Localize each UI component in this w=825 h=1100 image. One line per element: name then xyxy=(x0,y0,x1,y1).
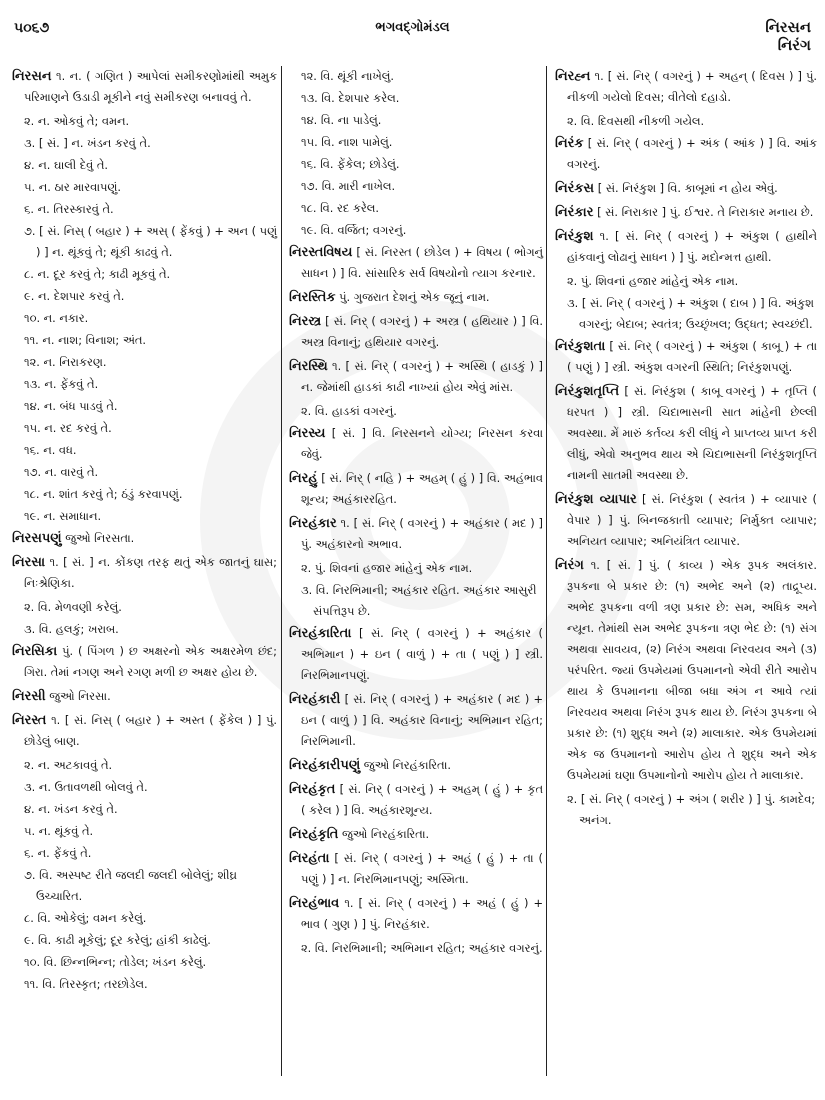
definition-text: [ સં. ] વિ. નિરસનને યોગ્ય; નિરસન કરવા જેવું. xyxy=(301,426,543,461)
dictionary-entry xyxy=(12,641,277,683)
dictionary-entry xyxy=(555,336,817,378)
sense-item: ૧૨. વિ. થૂંકી નાખેલું. xyxy=(301,69,394,83)
sense-item: ૧૯. વિ. વર્જિત; વગરનું. xyxy=(301,223,407,237)
sense-item: ૧૮. વિ. રદ કરેલ. xyxy=(301,201,380,215)
headword: નિરહું xyxy=(289,471,318,486)
page-number: ૫૦૬૭ xyxy=(14,20,50,36)
headword: નિરહંકારી xyxy=(289,692,341,707)
dictionary-entry xyxy=(289,689,543,752)
dictionary-entry xyxy=(289,755,543,776)
sense-item: ૧૧. વિ. તિરસ્કૃત; તરછોડેલ. xyxy=(24,977,148,991)
definition-text: [ સં. નિર્ ( નહિ ) + અહમ્ ( હું ) ] વિ. અહંભાવ શૂન્ય; અહંકારરહિત. xyxy=(301,471,543,506)
headword: નિરહંકૃતિ xyxy=(289,827,339,842)
headword: નિરંકુશતા xyxy=(555,339,606,354)
definition-text: ૧. ન. ( ગણિત ) આપેલાં સમીકરણોમાંથી અમુક પરિમાણને ઉડાડી મૂકીને નવું સમીકરણ બનાવવું તે. xyxy=(24,69,277,104)
definition-text: ૧. [ સં. ] ન. કોંકણ તરફ થતું એક જાતનું ઘાસ; નિઃશ્રેણિકા. xyxy=(24,555,278,590)
column-2 xyxy=(289,66,543,1096)
dictionary-entry xyxy=(555,133,817,175)
definition-text: જુઓ નિરસતા. xyxy=(65,531,135,545)
headword: નિરસિકા xyxy=(12,644,58,659)
sense-item: ૧૩. વિ. દેશપાર કરેલ. xyxy=(301,91,400,105)
definition-text: [ સં. નિર્ ( વગરનું ) + અહંકાર ( અભિમાન ) + ઇન ( વાળું ) + તા ( પણું ) ] સ્ત્રી. નિરભિમાનપણું. xyxy=(301,626,543,682)
definition-text: [ સં. નિરંકુશ ( કાબૂ વગરનું ) + તૃપ્તિ ( ધરપત ) ] સ્ત્રી. ચિદાભાસની સાત માંહેની છેલ્લી અવસ્થા. મેં મારું કર્તવ્ય કરી લીધું ને પ્રાપ્તવ્ય પ્રાપ્ત કરી લીધું, એવો અનુભવ થાય એ ચિદાભાસની નિરંકુશતૃપ્તિ નામની સાતમી અવસ્થા છે. xyxy=(567,384,817,482)
guide-words xyxy=(765,18,811,54)
sense-item: ૭. વિ. અસ્પષ્ટ રીતે જલદી જલદી બોલેલું; શીઘ્ર ઉચ્ચારિત. xyxy=(24,868,237,903)
definition-text: ૧. [ સં. ] પું. ( કાવ્ય ) એક રૂપક અલંકાર. રૂપકના બે પ્રકાર છે: (૧) અભેદ અને (૨) તાદ્રૂપ્ય. અભેદ રૂપકના વળી ત્રણ પ્રકાર છે: સમ, અધિક અને ન્યૂન. તેમાંથી સમ અભેદ રૂપકના ત્રણ ભેદ છે: (૧) સંગ અથવા સાવયવ, (૨) નિરંગ અથવા નિરવયવ અને (૩) પરંપરિત. જ્યાં ઉપમેયમાં ઉપમાનનો એવી રીતે આરોપ થાય કે ઉપમાનના બીજા બધા અંગ ન આવે ત્યાં નિરવયવ અથવા નિરંગ રૂપક થાય છે. નિરંગ રૂપકના બે પ્રકાર છે: (૧) શુદ્ધ અને (૨) માલાકાર. એક ઉપમેયમાં એક જ ઉપમાનનો આરોપ હોય તે શુદ્ધ અને એક ઉપમેયમાં ઘણા ઉપમાનોનો આરોપ હોય તે માલાકાર. xyxy=(567,558,817,782)
sense-item: ૧૯. ન. સમાધાન. xyxy=(24,509,102,523)
sense-item: ૪. ન. ઘાલી દેવું તે. xyxy=(24,158,109,172)
sense-item: ૨. પું. શિવનાં હજાર માંહેનું એક નામ. xyxy=(301,561,473,575)
definition-text: પું. ( પિંગળ ) છ અક્ષરનો એક અક્ષરમેળ છંદ; ગિરા. તેમાં નગણ અને રગણ મળી છ અક્ષર હોય છે. xyxy=(24,644,277,679)
dictionary-entry xyxy=(289,242,543,284)
dictionary-entry xyxy=(12,528,277,549)
sense-item: ૩. વિ. હલકું; ખરાબ. xyxy=(24,622,119,636)
headword: નિરસ્ત્ર xyxy=(289,314,322,329)
definition-text: જુઓ નિરહંકારિતા. xyxy=(341,827,430,841)
headword: નિરહંકારીપણું xyxy=(289,758,361,773)
dictionary-entry xyxy=(12,66,277,108)
headword: નિરંકાર xyxy=(555,205,594,220)
sense-item: ૧૫. વિ. નાશ પામેલું. xyxy=(301,135,393,149)
headword: નિરહંકારિતા xyxy=(289,626,352,641)
definition-text: [ સં. નિરંકુશ ] વિ. કાબૂમાં ન હોય એવું. xyxy=(597,181,778,195)
headword: નિરસ્તિક xyxy=(289,290,336,305)
sense-item: ૫. ન. ઠાર મારવાપણું. xyxy=(24,180,121,194)
sense-item: ૮. વિ. ઓકેલું; વમન કરેલું. xyxy=(24,911,147,925)
page-header xyxy=(0,14,825,64)
headword: નિરહંતા xyxy=(289,851,330,866)
dictionary-entry xyxy=(289,893,543,935)
headword: નિરંકુશ xyxy=(555,229,594,244)
guide-word-last: નિરંગ xyxy=(777,36,811,54)
headword: નિરંકસ xyxy=(555,181,595,196)
sense-item: ૩. ન. ઉતાવળથી બોલવું તે. xyxy=(24,780,148,794)
sense-item: ૯. વિ. કાઢી મૂકેલું; દૂર કરેલું; હાંકી કાઢેલું. xyxy=(24,933,211,947)
sense-item: ૧૬. ન. વધ. xyxy=(24,443,77,457)
definition-text: જુઓ નિરહંકારિતા. xyxy=(363,758,451,772)
dictionary-entry xyxy=(12,710,277,752)
sense-item: ૨. વિ. દિવસથી નીકળી ગયેલ. xyxy=(567,114,705,128)
sense-item: ૧૧. ન. નાશ; વિનાશ; અંત. xyxy=(24,333,147,347)
dictionary-entry xyxy=(289,356,543,398)
dictionary-entry xyxy=(289,468,543,510)
definition-text: ૧. [ સં. નિર્ ( વગરનું ) + અહંકાર ( મદ ) ] પું. અહંકારનો અભાવ. xyxy=(301,516,543,551)
dictionary-entry xyxy=(555,202,817,223)
sense-item: ૨. ન. અટકાવવું તે. xyxy=(24,758,113,772)
definition-text: [ સં. નિર્ ( વગરનું ) + અંકુશ ( કાબૂ ) + તા ( પણું ) ] સ્ત્રી. અંકુશ વગરની સ્થિતિ; નિરંકુશપણું. xyxy=(567,339,817,374)
headword: નિરહંકાર xyxy=(289,516,337,531)
sense-item: ૧૦. ન. નકાર. xyxy=(24,311,89,325)
sense-item: ૩. વિ. નિરભિમાની; અહંકાર રહિત. અહંકાર આસુરી સંપત્તિરૂપ છે. xyxy=(301,583,537,618)
sense-item: ૧૮. ન. શાંત કરવું તે; ઠંડું કરવાપણું. xyxy=(24,487,183,501)
sense-item: ૧૨. ન. નિરાકરણ. xyxy=(24,355,107,369)
dictionary-entry xyxy=(555,381,817,486)
definition-text: પું. ગુજરાત દેશનું એક જૂનું નામ. xyxy=(339,290,490,304)
column-1 xyxy=(12,66,277,1096)
sense-item: ૩. [ સં. ] ન. ખંડન કરવું તે. xyxy=(24,136,151,150)
sense-item: ૨. [ સં. નિર્ ( વગરનું ) + અંગ ( શરીર ) ] પું. કામદેવ; અનંગ. xyxy=(567,792,816,827)
dictionary-entry xyxy=(289,824,543,845)
dictionary-entry xyxy=(289,623,543,686)
sense-item: ૯. ન. દેશપાર કરવું તે. xyxy=(24,289,125,303)
headword: નિરસ્તવિષય xyxy=(289,245,353,260)
definition-text: [ સં. નિરાકાર ] પું. ઈશ્વર. તે નિરાકાર મનાય છે. xyxy=(597,205,814,219)
sense-item: ૫. ન. થૂંકવું તે. xyxy=(24,824,94,838)
dictionary-entry xyxy=(555,489,817,552)
sense-item: ૧૬. વિ. ફેંકેલ; છોડેલું. xyxy=(301,157,400,171)
definition-text: [ સં. નિર્ ( વગરનું ) + અહમ્ ( હું ) + કૃત ( કરેલ ) ] વિ. અહંકારશૂન્ય. xyxy=(301,782,543,817)
sense-item: ૧૪. ન. બંધ પાડવું તે. xyxy=(24,399,118,413)
dictionary-entry xyxy=(289,287,543,308)
sense-item: ૮. ન. દૂર કરવું તે; કાઢી મૂકવું તે. xyxy=(24,267,171,281)
dictionary-entry xyxy=(12,552,277,594)
headword: નિરહ્ન xyxy=(555,69,591,84)
sense-item: ૨. વિ. મેળવણી કરેલું. xyxy=(24,600,122,614)
definition-text: ૧. [ સં. નિર્ ( વગરનું ) + અહન્ ( દિવસ ) ] પું. નીકળી ગયેલો દિવસ; વીતેલો દહાડો. xyxy=(567,69,817,104)
definition-text: [ સં. નિરસ્ત ( છોડેલ ) + વિષય ( ભોગનું સાધન ) ] વિ. સાંસારિક સર્વ વિષયોનો ત્યાગ કરનાર. xyxy=(301,245,543,280)
sense-item: ૧૭. વિ. મારી નાખેલ. xyxy=(301,179,396,193)
headword: નિરસપણું xyxy=(12,531,62,546)
dictionary-entry xyxy=(289,779,543,821)
dictionary-entry xyxy=(12,686,277,707)
headword: નિરસ્ત xyxy=(12,713,47,728)
definition-text: ૧. [ સં. નિર્ ( વગરનું ) + અસ્થિ ( હાડકું ) ] ન. જેમાંથી હાડકાં કાઢી નાખ્યાં હોય એવું માંસ. xyxy=(301,359,544,394)
sense-item: ૧૪. વિ. ના પાડેલું. xyxy=(301,113,382,127)
dictionary-entry xyxy=(289,311,543,353)
dictionary-entry xyxy=(289,848,543,890)
column-3 xyxy=(555,66,817,1096)
definition-text: ૧. [ સં. નિર્ ( વગરનું ) + અંકુશ ( હાથીને હાંકવાનું લોઢાનું સાધન ) ] પું. મદોન્મત્ત હાથી. xyxy=(567,229,817,264)
sense-item: ૨. ન. ઓકવું તે; વમન. xyxy=(24,114,130,128)
sense-item: ૧૭. ન. વારવું તે. xyxy=(24,465,99,479)
headword: નિરસી xyxy=(12,689,46,704)
headword: નિરંક xyxy=(555,136,584,151)
definition-text: ૧. [ સં. નિસ્ ( બહાર ) + અસ્ત ( ફેંકેલ ) ] પું. છોડેલું બાણ. xyxy=(24,713,278,748)
dictionary-entry xyxy=(289,513,543,555)
dictionary-entry xyxy=(289,423,543,465)
headword: નિરંકુશ વ્યાપાર xyxy=(555,492,637,507)
sense-item: ૭. [ સં. નિસ્ ( બહાર ) + અસ્ ( ફેંકવું ) + અન ( પણું ) ] ન. થૂંકવું તે; થૂંકી કાઢવું તે. xyxy=(24,224,278,259)
headword: નિરસન xyxy=(12,69,52,84)
dictionary-columns xyxy=(0,66,825,1096)
sense-item: ૨. પું. શિવનાં હજાર માંહેનું એક નામ. xyxy=(567,274,739,288)
guide-word-first: નિરસન xyxy=(765,18,811,36)
definition-text: [ સં. નિર્ ( વગરનું ) + અંક ( આંક ) ] વિ. આંક વગરનું. xyxy=(567,136,817,171)
definition-text: [ સં. નિર્ ( વગરનું ) + અસ્ત્ર ( હથિયાર ) ] વિ. અસ્ત્ર વિનાનું; હથિયાર વગરનું. xyxy=(301,314,544,349)
headword: નિરહંભાવ xyxy=(289,896,340,911)
headword: નિરંકુશતૃપ્તિ xyxy=(555,384,620,399)
headword: નિરસા xyxy=(12,555,46,570)
sense-item: ૩. [ સં. નિર્ ( વગરનું ) + અંકુશ ( દાબ ) ] વિ. અંકુશ વગરનું; બેદાબ; સ્વતંત્ર; ઉચ્છૃંખલ; ઉદ્ધત; સ્વચ્છંદી. xyxy=(567,296,814,331)
headword: નિરસ્ય xyxy=(289,426,326,441)
running-title: ભગવદ્ગોમંડલ xyxy=(375,20,450,35)
dictionary-entry xyxy=(555,178,817,199)
sense-item: ૬. ન. તિરસ્કારવું તે. xyxy=(24,202,114,216)
dictionary-entry xyxy=(555,66,817,108)
sense-item: ૨. વિ. નિરભિમાની; અભિમાન રહિત; અહંકાર વગરનું. xyxy=(301,941,543,955)
definition-text: [ સં. નિરંકુશ ( સ્વતંત્ર ) + વ્યાપાર ( વેપાર ) ] પું. બિનજકાતી વ્યાપાર; નિર્મુક્ત વ્યાપાર; અનિયત વ્યાપાર; અનિયંત્રિત વ્યાપાર. xyxy=(567,492,818,548)
definition-text: [ સં. નિર્ ( વગરનું ) + અહંકાર ( મદ ) + ઇન ( વાળું ) ] વિ. અહંકાર વિનાનું; અભિમાન રહિત; નિરભિમાની. xyxy=(301,692,544,748)
sense-item: ૧૩. ન. ફેંકવું તે. xyxy=(24,377,99,391)
definition-text: ૧. [ સં. નિર્ ( વગરનું ) + અહં ( હું ) + ભાવ ( ગુણ ) ] પું. નિરહંકાર. xyxy=(301,896,543,931)
definition-text: [ સં. નિર્ ( વગરનું ) + અહં ( હું ) + તા ( પણું ) ] ન. નિરભિમાનપણું; અસ્મિતા. xyxy=(301,851,543,886)
sense-item: ૨. વિ. હાડકાં વગરનું. xyxy=(301,404,397,418)
headword: નિરહંકૃત xyxy=(289,782,336,797)
sense-item: ૪. ન. ખંડન કરવું તે. xyxy=(24,802,118,816)
definition-text: જુઓ નિરસા. xyxy=(49,689,111,703)
dictionary-entry xyxy=(555,226,817,268)
sense-item: ૬. ન. ફેંકવું તે. xyxy=(24,846,92,860)
dictionary-entry xyxy=(555,555,817,786)
headword: નિરસ્થિ xyxy=(289,359,328,374)
sense-item: ૧૦. વિ. છિન્નભિન્ન; તોડેલ; ખંડન કરેલું. xyxy=(24,955,207,969)
headword: નિરંગ xyxy=(555,558,584,573)
sense-item: ૧૫. ન. રદ કરવું તે. xyxy=(24,421,112,435)
